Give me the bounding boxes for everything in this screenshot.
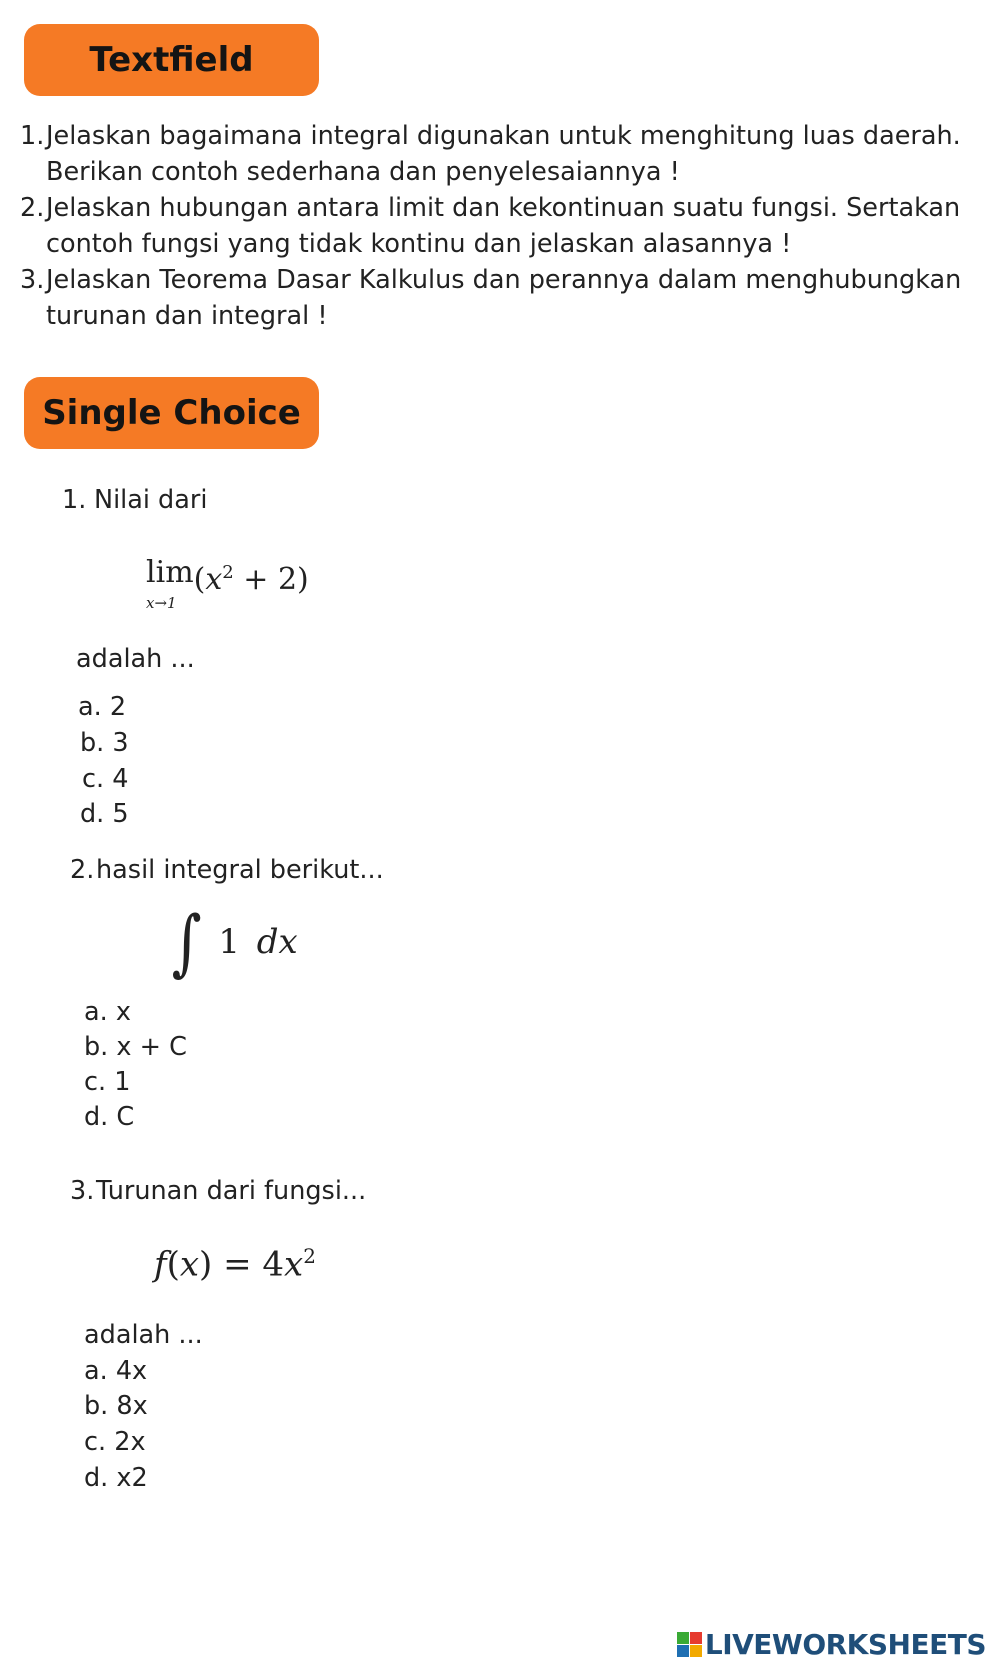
answer-option[interactable]: b. x + C bbox=[84, 1032, 187, 1062]
differential: dx bbox=[256, 922, 298, 962]
answer-option[interactable]: d. 5 bbox=[80, 799, 129, 829]
formula-variable: x bbox=[205, 562, 223, 597]
limit-formula bbox=[146, 555, 309, 612]
answer-option[interactable]: a. 2 bbox=[78, 692, 127, 722]
single-choice-section-header bbox=[24, 377, 319, 449]
essay-question bbox=[20, 190, 980, 262]
limit-operator: lim bbox=[146, 555, 194, 590]
formula-open: ( bbox=[193, 562, 206, 597]
answer-option[interactable]: b. 3 bbox=[80, 728, 129, 758]
essay-question-text: Jelaskan hubungan antara limit dan kekontinuan suatu fungsi. Sertakan contoh fungsi yang tidak kontinu dan jelaskan alasannya ! bbox=[46, 193, 961, 259]
textfield-section-title: Textfield bbox=[89, 40, 254, 80]
question-prompt: Nilai dari bbox=[94, 485, 208, 515]
answer-option[interactable]: c. 2x bbox=[84, 1427, 146, 1457]
answer-option[interactable]: d. x2 bbox=[84, 1463, 148, 1493]
answer-option[interactable]: c. 4 bbox=[82, 764, 129, 794]
formula-open: ( bbox=[166, 1244, 180, 1285]
answer-option[interactable]: a. 4x bbox=[84, 1356, 148, 1386]
integral-sign: ∫ bbox=[171, 900, 202, 984]
question-number: 1. bbox=[62, 485, 87, 515]
essay-question bbox=[20, 262, 980, 334]
essay-question bbox=[20, 118, 980, 190]
answer-option[interactable]: b. 8x bbox=[84, 1391, 148, 1421]
limit-subscript: x→1 bbox=[146, 594, 177, 612]
essay-question-number: 3. bbox=[20, 265, 45, 295]
question-prompt: hasil integral berikut... bbox=[96, 855, 384, 885]
function-formula bbox=[154, 1236, 316, 1284]
logo-letter-e bbox=[690, 1645, 702, 1657]
textfield-section-header bbox=[24, 24, 319, 96]
liveworksheets-logo bbox=[677, 1624, 986, 1664]
essay-question-text: Jelaskan bagaimana integral digunakan untuk menghitung luas daerah. Berikan contoh sederhana dan penyelesaiannya ! bbox=[46, 121, 961, 187]
function-name: f bbox=[154, 1244, 167, 1285]
question-number: 2. bbox=[70, 855, 95, 885]
single-choice-section-title: Single Choice bbox=[42, 393, 301, 433]
answer-option[interactable]: a. x bbox=[84, 997, 131, 1027]
question-prompt: Turunan dari fungsi... bbox=[96, 1176, 367, 1206]
answer-option[interactable]: c. 1 bbox=[84, 1067, 131, 1097]
formula-exponent: 2 bbox=[222, 562, 234, 583]
logo-letter-v bbox=[677, 1645, 689, 1657]
essay-question-list bbox=[20, 118, 980, 334]
question-suffix: adalah ... bbox=[84, 1320, 203, 1350]
formula-exponent: 2 bbox=[303, 1244, 316, 1268]
brand-name: LIVEWORKSHEETS bbox=[704, 1627, 986, 1661]
essay-question-number: 1. bbox=[20, 121, 45, 151]
formula-rest: + 2) bbox=[233, 562, 309, 597]
formula-variable: x bbox=[179, 1244, 200, 1285]
question-suffix: adalah ... bbox=[76, 644, 195, 674]
essay-question-number: 2. bbox=[20, 193, 45, 223]
formula-rest: ) = 4 bbox=[199, 1244, 285, 1285]
integral-formula bbox=[168, 900, 298, 982]
formula-variable: x bbox=[284, 1244, 304, 1285]
logo-letter-i bbox=[690, 1632, 702, 1644]
integrand: 1 bbox=[218, 922, 240, 962]
question-number: 3. bbox=[70, 1176, 95, 1206]
logo-letter-l bbox=[677, 1632, 689, 1644]
answer-option[interactable]: d. C bbox=[84, 1102, 135, 1132]
essay-question-text: Jelaskan Teorema Dasar Kalkulus dan perannya dalam menghubungkan turunan dan integral ! bbox=[46, 265, 962, 331]
logo-mark-icon bbox=[677, 1632, 702, 1657]
